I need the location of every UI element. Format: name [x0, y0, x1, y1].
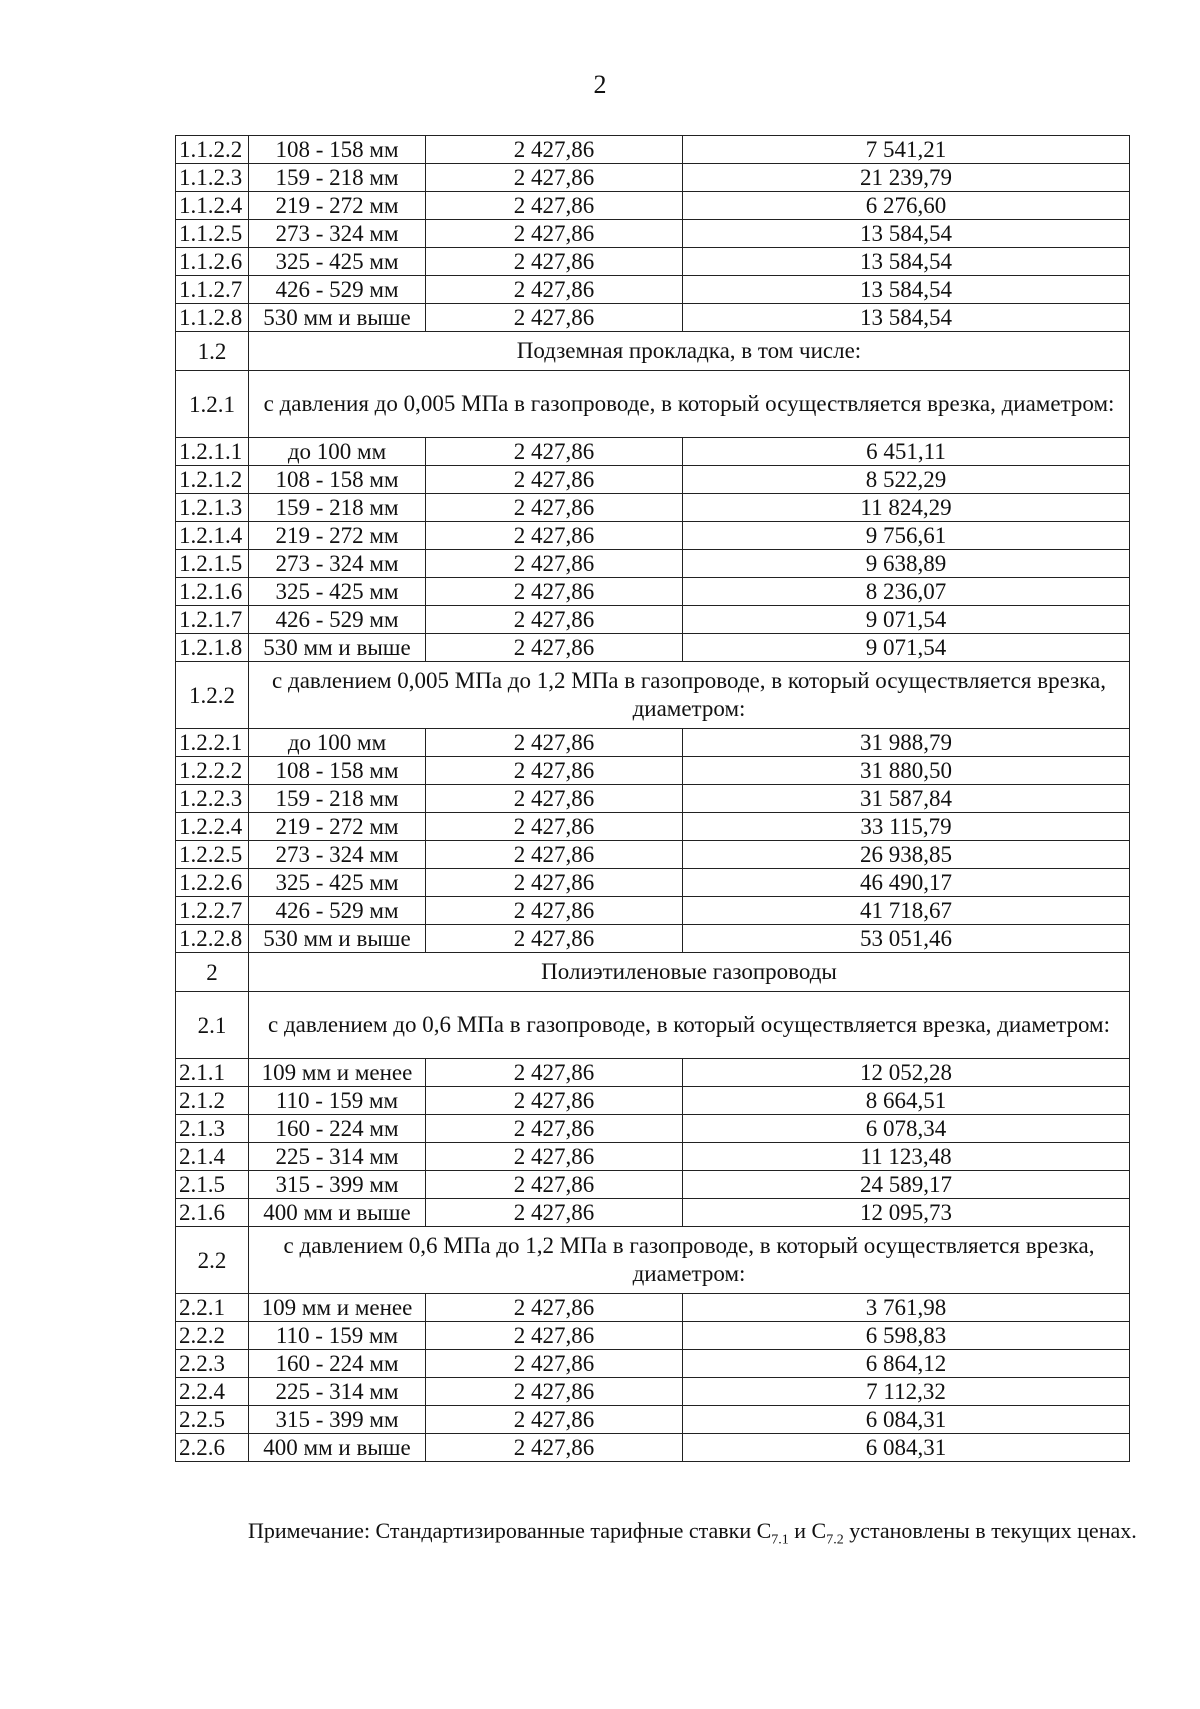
- table-row: [176, 494, 1130, 522]
- table-row: [176, 1322, 1130, 1350]
- row-rate: 2 427,86: [426, 1199, 683, 1227]
- row-code: 1.2.1.8: [176, 634, 249, 662]
- row-rate: 2 427,86: [426, 1350, 683, 1378]
- row-code: 1.2.2.5: [176, 841, 249, 869]
- row-diameter: 160 - 224 мм: [249, 1350, 426, 1378]
- row-rate: 2 427,86: [426, 438, 683, 466]
- row-rate: 2 427,86: [426, 1322, 683, 1350]
- table-row: [176, 729, 1130, 757]
- row-diameter: 108 - 158 мм: [249, 466, 426, 494]
- row-code: 2.2.1: [176, 1294, 249, 1322]
- row-code: 2.2.3: [176, 1350, 249, 1378]
- table-row: [176, 550, 1130, 578]
- row-rate: 2 427,86: [426, 1406, 683, 1434]
- row-rate: 2 427,86: [426, 1087, 683, 1115]
- row-rate: 2 427,86: [426, 304, 683, 332]
- row-diameter: 159 - 218 мм: [249, 164, 426, 192]
- row-rate: 2 427,86: [426, 757, 683, 785]
- section-code: 2: [176, 953, 249, 992]
- row-rate: 2 427,86: [426, 466, 683, 494]
- row-diameter: 273 - 324 мм: [249, 220, 426, 248]
- row-code: 1.2.1.1: [176, 438, 249, 466]
- row-value: 26 938,85: [683, 841, 1130, 869]
- row-code: 2.2.4: [176, 1378, 249, 1406]
- row-value: 7 112,32: [683, 1378, 1130, 1406]
- row-value: 9 756,61: [683, 522, 1130, 550]
- note-subscript-1: 7.1: [771, 1532, 789, 1548]
- subsection-row: [176, 992, 1130, 1059]
- subsection-code: 1.2.1: [176, 371, 249, 438]
- row-code: 1.2.2.2: [176, 757, 249, 785]
- row-value: 9 638,89: [683, 550, 1130, 578]
- row-value: 46 490,17: [683, 869, 1130, 897]
- row-rate: 2 427,86: [426, 136, 683, 164]
- row-code: 1.1.2.7: [176, 276, 249, 304]
- note-text-middle: и С: [788, 1518, 827, 1543]
- row-diameter: 159 - 218 мм: [249, 785, 426, 813]
- table-row: [176, 925, 1130, 953]
- row-rate: 2 427,86: [426, 925, 683, 953]
- table-row: [176, 841, 1130, 869]
- table-row: [176, 276, 1130, 304]
- subsection-code: 1.2.2: [176, 662, 249, 729]
- row-rate: 2 427,86: [426, 841, 683, 869]
- table-row: [176, 192, 1130, 220]
- row-rate: 2 427,86: [426, 550, 683, 578]
- row-diameter: 400 мм и выше: [249, 1199, 426, 1227]
- row-diameter: 219 - 272 мм: [249, 522, 426, 550]
- row-diameter: 426 - 529 мм: [249, 276, 426, 304]
- table-row: [176, 248, 1130, 276]
- row-diameter: 108 - 158 мм: [249, 136, 426, 164]
- row-value: 6 864,12: [683, 1350, 1130, 1378]
- row-diameter: 110 - 159 мм: [249, 1087, 426, 1115]
- row-rate: 2 427,86: [426, 220, 683, 248]
- row-value: 7 541,21: [683, 136, 1130, 164]
- tariff-table-body: [176, 136, 1130, 1462]
- row-diameter: 273 - 324 мм: [249, 841, 426, 869]
- table-row: [176, 1378, 1130, 1406]
- row-rate: 2 427,86: [426, 1059, 683, 1087]
- row-code: 2.1.3: [176, 1115, 249, 1143]
- row-diameter: 530 мм и выше: [249, 304, 426, 332]
- row-diameter: 400 мм и выше: [249, 1434, 426, 1462]
- section-title: Полиэтиленовые газопроводы: [249, 953, 1130, 992]
- row-value: 6 078,34: [683, 1115, 1130, 1143]
- note: [158, 1516, 1143, 1555]
- row-code: 1.2.1.3: [176, 494, 249, 522]
- subsection-row: [176, 371, 1130, 438]
- row-diameter: 108 - 158 мм: [249, 757, 426, 785]
- page-number: 2: [593, 70, 607, 99]
- row-diameter: 315 - 399 мм: [249, 1171, 426, 1199]
- row-value: 21 239,79: [683, 164, 1130, 192]
- row-diameter: 273 - 324 мм: [249, 550, 426, 578]
- row-code: 1.2.1.6: [176, 578, 249, 606]
- row-diameter: 530 мм и выше: [249, 925, 426, 953]
- table-row: [176, 466, 1130, 494]
- row-code: 1.1.2.4: [176, 192, 249, 220]
- row-rate: 2 427,86: [426, 578, 683, 606]
- note-subscript-2: 7.2: [826, 1532, 844, 1548]
- row-value: 12 095,73: [683, 1199, 1130, 1227]
- row-code: 2.1.2: [176, 1087, 249, 1115]
- row-code: 1.2.1.2: [176, 466, 249, 494]
- row-rate: 2 427,86: [426, 164, 683, 192]
- note-text-before: Примечание: Стандартизированные тарифные ставки С: [248, 1518, 772, 1543]
- row-value: 31 988,79: [683, 729, 1130, 757]
- row-value: 6 276,60: [683, 192, 1130, 220]
- row-diameter: 225 - 314 мм: [249, 1378, 426, 1406]
- row-code: 2.2.2: [176, 1322, 249, 1350]
- table-row: [176, 1115, 1130, 1143]
- row-value: 6 598,83: [683, 1322, 1130, 1350]
- row-diameter: до 100 мм: [249, 729, 426, 757]
- row-value: 11 824,29: [683, 494, 1130, 522]
- row-code: 1.2.1.7: [176, 606, 249, 634]
- subsection-title: с давлением 0,6 МПа до 1,2 МПа в газопроводе, в который осуществляется врезка, диаметром:: [249, 1227, 1130, 1294]
- row-rate: 2 427,86: [426, 785, 683, 813]
- table-row: [176, 136, 1130, 164]
- section-row: [176, 332, 1130, 371]
- row-code: 1.2.2.8: [176, 925, 249, 953]
- row-value: 11 123,48: [683, 1143, 1130, 1171]
- table-row: [176, 578, 1130, 606]
- row-value: 6 451,11: [683, 438, 1130, 466]
- table-row: [176, 164, 1130, 192]
- row-value: 6 084,31: [683, 1406, 1130, 1434]
- row-rate: 2 427,86: [426, 1143, 683, 1171]
- row-value: 8 664,51: [683, 1087, 1130, 1115]
- table-row: [176, 813, 1130, 841]
- row-diameter: 325 - 425 мм: [249, 248, 426, 276]
- row-code: 1.2.2.7: [176, 897, 249, 925]
- row-rate: 2 427,86: [426, 192, 683, 220]
- row-code: 2.2.6: [176, 1434, 249, 1462]
- row-diameter: 325 - 425 мм: [249, 869, 426, 897]
- row-rate: 2 427,86: [426, 729, 683, 757]
- row-code: 2.1.1: [176, 1059, 249, 1087]
- table-row: [176, 1350, 1130, 1378]
- row-diameter: 426 - 529 мм: [249, 897, 426, 925]
- row-value: 8 522,29: [683, 466, 1130, 494]
- row-value: 41 718,67: [683, 897, 1130, 925]
- row-diameter: 110 - 159 мм: [249, 1322, 426, 1350]
- row-code: 1.2.2.4: [176, 813, 249, 841]
- row-diameter: 219 - 272 мм: [249, 192, 426, 220]
- row-code: 2.1.4: [176, 1143, 249, 1171]
- row-value: 12 052,28: [683, 1059, 1130, 1087]
- table-row: [176, 1434, 1130, 1462]
- section-title: Подземная прокладка, в том числе:: [249, 332, 1130, 371]
- subsection-title: с давлением 0,005 МПа до 1,2 МПа в газопроводе, в который осуществляется врезка, диаметром:: [249, 662, 1130, 729]
- subsection-code: 2.1: [176, 992, 249, 1059]
- row-diameter: до 100 мм: [249, 438, 426, 466]
- row-rate: 2 427,86: [426, 522, 683, 550]
- subsection-row: [176, 1227, 1130, 1294]
- row-diameter: 530 мм и выше: [249, 634, 426, 662]
- row-code: 1.1.2.2: [176, 136, 249, 164]
- row-rate: 2 427,86: [426, 897, 683, 925]
- table-row: [176, 1294, 1130, 1322]
- row-rate: 2 427,86: [426, 634, 683, 662]
- row-value: 8 236,07: [683, 578, 1130, 606]
- table-row: [176, 1406, 1130, 1434]
- section-code: 1.2: [176, 332, 249, 371]
- subsection-title: с давлением до 0,6 МПа в газопроводе, в который осуществляется врезка, диаметром:: [249, 992, 1130, 1059]
- row-rate: 2 427,86: [426, 1171, 683, 1199]
- table-row: [176, 1199, 1130, 1227]
- row-value: 31 587,84: [683, 785, 1130, 813]
- row-value: 9 071,54: [683, 606, 1130, 634]
- row-code: 1.2.2.3: [176, 785, 249, 813]
- table-row: [176, 1143, 1130, 1171]
- row-code: 1.2.1.4: [176, 522, 249, 550]
- table-row: [176, 606, 1130, 634]
- table-row: [176, 785, 1130, 813]
- row-rate: 2 427,86: [426, 813, 683, 841]
- row-diameter: 315 - 399 мм: [249, 1406, 426, 1434]
- row-value: 33 115,79: [683, 813, 1130, 841]
- tariff-table: [175, 135, 1130, 1462]
- table-row: [176, 1059, 1130, 1087]
- row-rate: 2 427,86: [426, 494, 683, 522]
- table-row: [176, 1087, 1130, 1115]
- row-code: 2.1.5: [176, 1171, 249, 1199]
- row-value: 9 071,54: [683, 634, 1130, 662]
- row-value: 13 584,54: [683, 220, 1130, 248]
- row-rate: 2 427,86: [426, 1115, 683, 1143]
- row-code: 1.1.2.8: [176, 304, 249, 332]
- row-value: 3 761,98: [683, 1294, 1130, 1322]
- row-diameter: 325 - 425 мм: [249, 578, 426, 606]
- row-rate: 2 427,86: [426, 1434, 683, 1462]
- row-code: 1.2.2.1: [176, 729, 249, 757]
- row-value: 13 584,54: [683, 276, 1130, 304]
- note-text-after: установлены в текущих ценах.: [843, 1518, 1137, 1543]
- table-row: [176, 522, 1130, 550]
- row-value: 31 880,50: [683, 757, 1130, 785]
- row-code: 1.2.2.6: [176, 869, 249, 897]
- row-value: 13 584,54: [683, 304, 1130, 332]
- table-row: [176, 304, 1130, 332]
- row-diameter: 109 мм и менее: [249, 1059, 426, 1087]
- table-row: [176, 1171, 1130, 1199]
- row-code: 2.2.5: [176, 1406, 249, 1434]
- row-rate: 2 427,86: [426, 606, 683, 634]
- subsection-code: 2.2: [176, 1227, 249, 1294]
- row-rate: 2 427,86: [426, 276, 683, 304]
- subsection-row: [176, 662, 1130, 729]
- row-diameter: 160 - 224 мм: [249, 1115, 426, 1143]
- section-row: [176, 953, 1130, 992]
- row-code: 1.2.1.5: [176, 550, 249, 578]
- row-value: 6 084,31: [683, 1434, 1130, 1462]
- row-value: 24 589,17: [683, 1171, 1130, 1199]
- table-row: [176, 869, 1130, 897]
- table-row: [176, 438, 1130, 466]
- row-rate: 2 427,86: [426, 1294, 683, 1322]
- table-row: [176, 897, 1130, 925]
- row-rate: 2 427,86: [426, 869, 683, 897]
- row-diameter: 219 - 272 мм: [249, 813, 426, 841]
- table-row: [176, 220, 1130, 248]
- row-code: 1.1.2.5: [176, 220, 249, 248]
- table-row: [176, 757, 1130, 785]
- subsection-title: с давления до 0,005 МПа в газопроводе, в который осуществляется врезка, диаметром:: [249, 371, 1130, 438]
- row-diameter: 159 - 218 мм: [249, 494, 426, 522]
- row-rate: 2 427,86: [426, 248, 683, 276]
- row-diameter: 109 мм и менее: [249, 1294, 426, 1322]
- row-code: 2.1.6: [176, 1199, 249, 1227]
- row-rate: 2 427,86: [426, 1378, 683, 1406]
- row-code: 1.1.2.6: [176, 248, 249, 276]
- row-value: 53 051,46: [683, 925, 1130, 953]
- row-diameter: 426 - 529 мм: [249, 606, 426, 634]
- row-value: 13 584,54: [683, 248, 1130, 276]
- row-code: 1.1.2.3: [176, 164, 249, 192]
- row-diameter: 225 - 314 мм: [249, 1143, 426, 1171]
- table-row: [176, 634, 1130, 662]
